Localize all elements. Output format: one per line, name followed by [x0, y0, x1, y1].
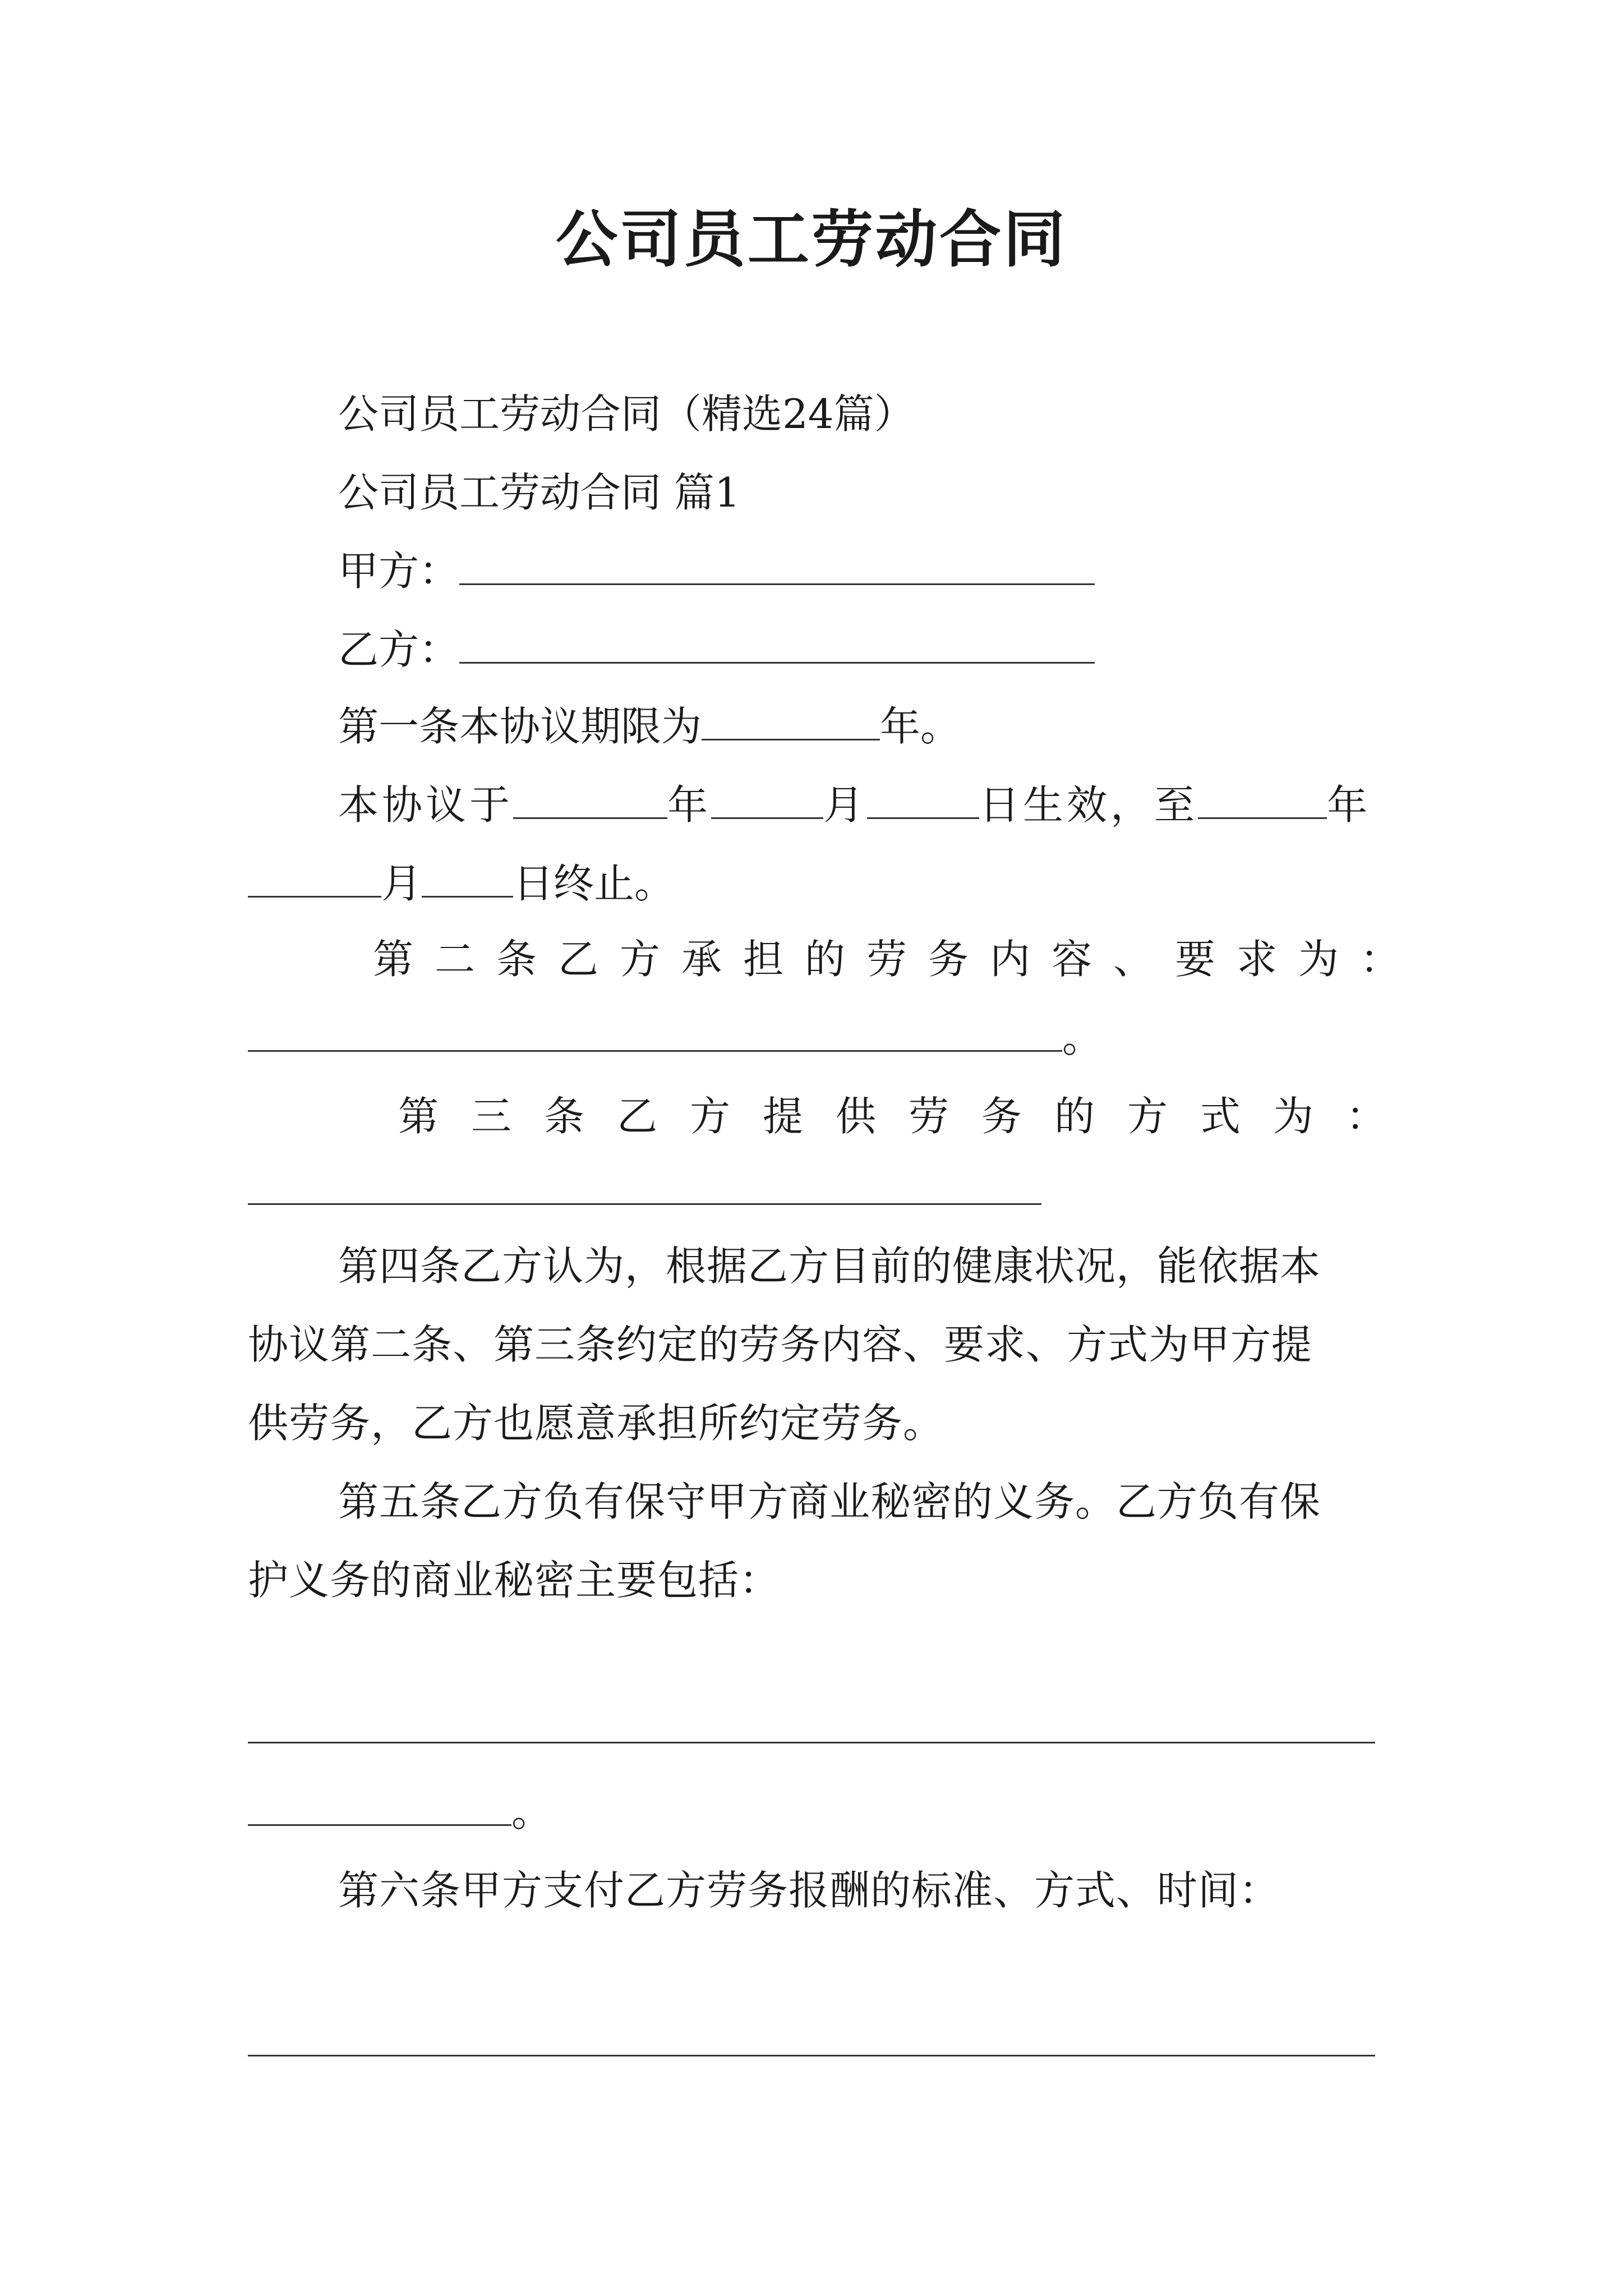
article-5-blank-1 [248, 1742, 1375, 1743]
article-1 [338, 698, 961, 754]
party-a-row [338, 543, 1095, 599]
article-4-line-1: 第四条乙方认为，根据乙方目前的健康状况，能依据本 [338, 1243, 1321, 1290]
article-2-blank [248, 1015, 1062, 1052]
article-4-line-3: 供劳务，乙方也愿意承担所约定劳务。 [248, 1400, 944, 1447]
article-3-blank [248, 1203, 1041, 1205]
party-b-blank [459, 627, 1095, 664]
article-5-end: 。 [511, 1788, 552, 1835]
effective-label: 本协议于 [338, 781, 514, 829]
start-day-blank [867, 783, 979, 819]
year-unit: 年 [667, 781, 712, 829]
article-1-unit: 年。 [880, 703, 961, 750]
end-day-blank [422, 861, 513, 898]
start-month-blank [711, 783, 823, 819]
section-heading: 公司员工劳动合同 篇1 [338, 469, 740, 516]
article-1-end [248, 855, 675, 912]
end-month-unit: 月 [381, 860, 422, 907]
article-5-blank-end [248, 1784, 552, 1840]
article-1-effective [338, 777, 1371, 833]
month-unit: 月 [823, 781, 868, 829]
end-day-unit: 日终止。 [513, 860, 675, 907]
term-years-blank [702, 704, 880, 740]
article-5-line-2: 护义务的商业秘密主要包括： [248, 1557, 781, 1604]
document-title: 公司员工劳动合同 [556, 204, 1067, 275]
document-subtitle: 公司员工劳动合同（精选24篇） [338, 390, 915, 438]
article-2-end: 。 [1062, 1014, 1103, 1061]
article-2: 第二条乙方承担的劳务内容、要求为： [373, 936, 1422, 983]
party-b-row [338, 622, 1095, 678]
article-5-blank-2 [248, 1789, 511, 1826]
article-6: 第六条甲方支付乙方劳务报酬的标准、方式、时间： [338, 1867, 1280, 1914]
end-month-blank [248, 861, 381, 898]
article-5-line-1: 第五条乙方负有保守甲方商业秘密的义务。乙方负有保 [338, 1478, 1321, 1525]
party-a-blank [459, 549, 1095, 585]
party-a-label: 甲方： [338, 547, 460, 595]
end-year-unit: 年 [1327, 781, 1371, 829]
article-6-blank [248, 2055, 1375, 2056]
article-4-line-2: 协议第二条、第三条约定的劳务内容、要求、方式为甲方提 [248, 1321, 1313, 1368]
until-label: 日生效，至 [979, 781, 1198, 829]
start-year-blank [513, 783, 667, 819]
party-b-label: 乙方： [338, 626, 460, 673]
end-year-blank [1198, 783, 1327, 819]
article-3: 第三条乙方提供劳务的方式为： [398, 1093, 1419, 1140]
article-1-text: 第一条本协议期限为 [338, 703, 702, 750]
article-2-content [248, 1010, 1103, 1066]
